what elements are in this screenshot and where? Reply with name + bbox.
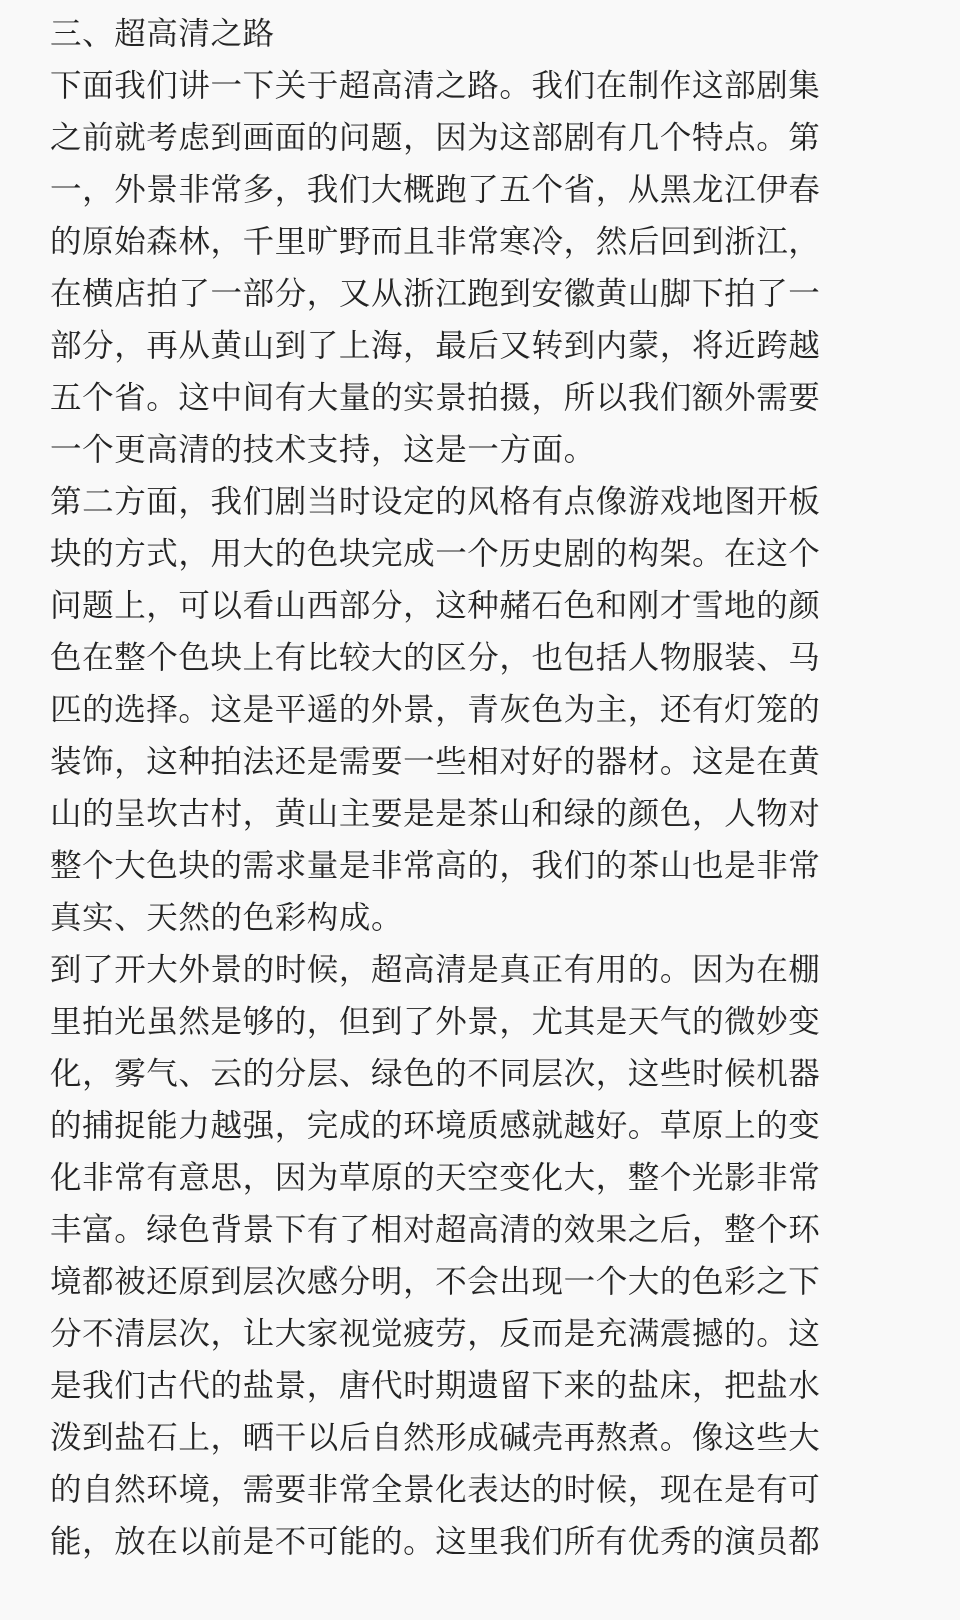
text-line: 境都被还原到层次感分明，不会出现一个大的色彩之下 xyxy=(50,1264,821,1300)
text-line: 部分，再从黄山到了上海，最后又转到内蒙，将近跨越 xyxy=(50,328,821,364)
text-line: 色在整个色块上有比较大的区分，也包括人物服装、马 xyxy=(50,640,821,676)
text-line: 里拍光虽然是够的，但到了外景，尤其是天气的微妙变 xyxy=(50,1004,821,1040)
text-line: 第二方面，我们剧当时设定的风格有点像游戏地图开板 xyxy=(50,484,821,520)
text-line: 匹的选择。这是平遥的外景，青灰色为主，还有灯笼的 xyxy=(50,692,821,728)
text-line: 一，外景非常多，我们大概跑了五个省，从黑龙江伊春 xyxy=(50,172,821,208)
text-line: 块的方式，用大的色块完成一个历史剧的构架。在这个 xyxy=(50,536,821,572)
text-line: 真实、天然的色彩构成。 xyxy=(50,900,404,936)
text-line: 在横店拍了一部分，又从浙江跑到安徽黄山脚下拍了一 xyxy=(50,276,821,312)
text-line: 山的呈坎古村，黄山主要是是茶山和绿的颜色，人物对 xyxy=(50,796,821,832)
text-line: 装饰，这种拍法还是需要一些相对好的器材。这是在黄 xyxy=(50,744,821,780)
text-line: 分不清层次，让大家视觉疲劳，反而是充满震撼的。这 xyxy=(50,1316,821,1352)
text-line: 到了开大外景的时候，超高清是真正有用的。因为在棚 xyxy=(50,952,821,988)
text-line: 化非常有意思，因为草原的天空变化大，整个光影非常 xyxy=(50,1160,821,1196)
text-line: 的自然环境，需要非常全景化表达的时候，现在是有可 xyxy=(50,1472,821,1508)
text-line: 是我们古代的盐景，唐代时期遗留下来的盐床，把盐水 xyxy=(50,1368,821,1404)
text-line: 整个大色块的需求量是非常高的，我们的茶山也是非常 xyxy=(50,848,821,884)
text-line: 能，放在以前是不可能的。这里我们所有优秀的演员都 xyxy=(50,1524,821,1560)
text-line: 五个省。这中间有大量的实景拍摄，所以我们额外需要 xyxy=(50,380,821,416)
section-heading: 三、超高清之路 xyxy=(50,16,275,52)
text-line: 泼到盐石上，晒干以后自然形成碱壳再熬煮。像这些大 xyxy=(50,1420,821,1456)
article-text xyxy=(50,8,910,1568)
text-line: 下面我们讲一下关于超高清之路。我们在制作这部剧集 xyxy=(50,68,821,104)
text-line: 问题上，可以看山西部分，这种赭石色和刚才雪地的颜 xyxy=(50,588,821,624)
text-line: 之前就考虑到画面的问题，因为这部剧有几个特点。第 xyxy=(50,120,821,156)
text-line: 的捕捉能力越强，完成的环境质感就越好。草原上的变 xyxy=(50,1108,821,1144)
text-line: 丰富。绿色背景下有了相对超高清的效果之后，整个环 xyxy=(50,1212,821,1248)
text-line: 化，雾气、云的分层、绿色的不同层次，这些时候机器 xyxy=(50,1056,821,1092)
text-line: 的原始森林，千里旷野而且非常寒冷，然后回到浙江， xyxy=(50,224,821,260)
text-line: 一个更高清的技术支持，这是一方面。 xyxy=(50,432,596,468)
